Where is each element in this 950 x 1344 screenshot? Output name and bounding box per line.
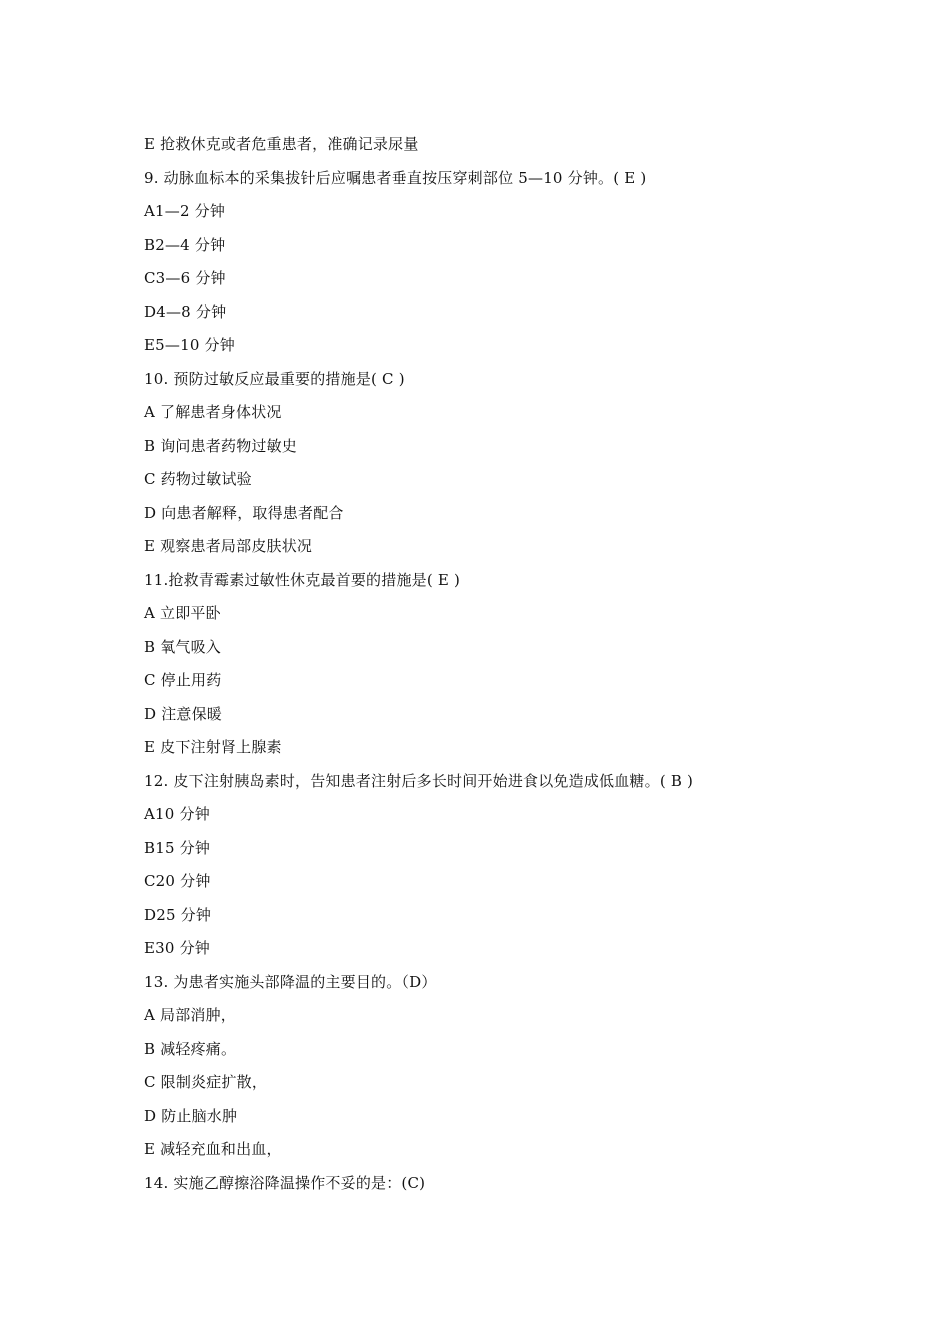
option-line: B 询问患者药物过敏史	[144, 436, 297, 455]
option-line: D 注意保暖	[144, 704, 222, 723]
option-line: C 停止用药	[144, 671, 222, 689]
question-line: 14. 实施乙醇擦浴降温操作不妥的是：(C)	[144, 1173, 426, 1192]
option-line: C3—6 分钟	[144, 269, 226, 287]
question-line: 10. 预防过敏反应最重要的措施是( C )	[144, 369, 405, 388]
option-line: E5—10 分钟	[144, 336, 235, 354]
option-line: E 皮下注射肾上腺素	[144, 738, 282, 756]
option-line: B 减轻疼痛。	[144, 1039, 237, 1058]
option-line: B15 分钟	[144, 838, 211, 857]
option-line: B2—4 分钟	[144, 235, 226, 254]
option-line: A10 分钟	[144, 805, 210, 823]
question-line: 12. 皮下注射胰岛素时，告知患者注射后多长时间开始进食以免造成低血糖。( B )	[144, 771, 694, 790]
option-line: A 了解患者身体状况	[144, 403, 282, 421]
option-line: E 抢救休克或者危重患者，准确记录尿量	[144, 135, 419, 153]
option-line: A1—2 分钟	[144, 202, 226, 220]
option-line: A 立即平卧	[144, 604, 221, 622]
option-line: E30 分钟	[144, 939, 211, 957]
option-line: E 观察患者局部皮肤状况	[144, 537, 313, 555]
question-line: 13. 为患者实施头部降温的主要目的。（D）	[144, 972, 437, 991]
question-line: 9. 动脉血标本的采集拔针后应嘱患者垂直按压穿刺部位 5—10 分钟。( E )	[144, 168, 647, 187]
option-line: A 局部消肿，	[144, 1006, 237, 1024]
option-line: D4—8 分钟	[144, 302, 227, 321]
option-line: D25 分钟	[144, 905, 212, 924]
option-line: C 限制炎症扩散，	[144, 1073, 268, 1091]
option-line: C20 分钟	[144, 872, 211, 890]
option-line: C 药物过敏试验	[144, 470, 252, 488]
option-line: D 防止脑水肿	[144, 1106, 238, 1125]
question-line: 11.抢救青霉素过敏性休克最首要的措施是( E )	[144, 570, 461, 589]
option-line: E 减轻充血和出血，	[144, 1140, 282, 1158]
document-body	[144, 131, 864, 1203]
option-line: B 氧气吸入	[144, 637, 221, 656]
option-line: D 向患者解释，取得患者配合	[144, 503, 344, 522]
